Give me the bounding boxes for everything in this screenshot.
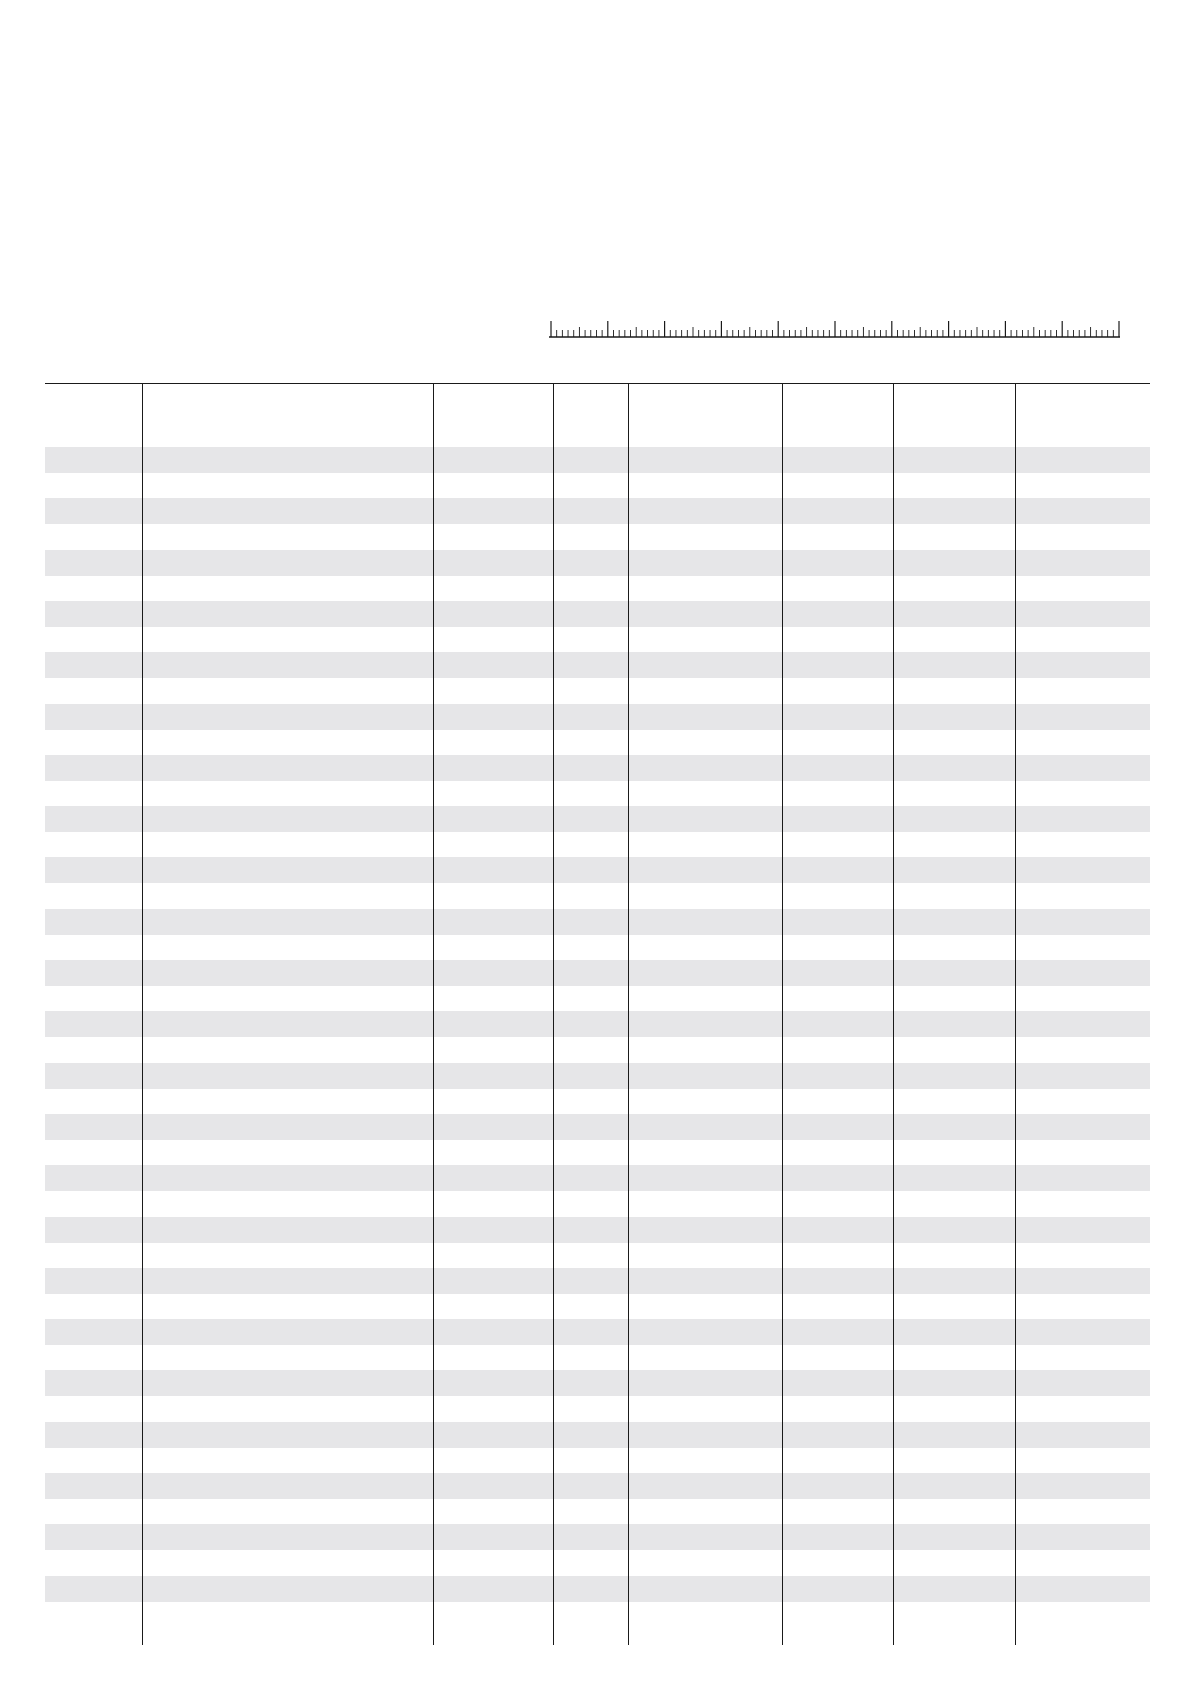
- measurement-scale: [0, 0, 1190, 360]
- table-row-stripe: [45, 652, 1150, 678]
- column-rule: [433, 383, 434, 1645]
- column-header: [437, 384, 549, 446]
- column-header: [786, 384, 889, 446]
- table-row-stripe: [45, 447, 1150, 473]
- ledger-table: [45, 383, 1150, 1645]
- table-row-stripe: [45, 960, 1150, 986]
- table-row-stripe: [45, 1011, 1150, 1037]
- column-header: [49, 384, 138, 446]
- table-row-stripe: [45, 909, 1150, 935]
- table-row-stripe: [45, 1217, 1150, 1243]
- table-row-stripe: [45, 1422, 1150, 1448]
- table-row-stripe: [45, 1524, 1150, 1550]
- table-row-stripe: [45, 1576, 1150, 1602]
- column-rule: [893, 383, 894, 1645]
- table-row-stripe: [45, 806, 1150, 832]
- table-row-stripe: [45, 704, 1150, 730]
- column-header: [632, 384, 778, 446]
- column-rule: [628, 383, 629, 1645]
- column-rule: [1015, 383, 1016, 1645]
- table-row-stripe: [45, 1165, 1150, 1191]
- column-rule: [782, 383, 783, 1645]
- table-row-stripe: [45, 498, 1150, 524]
- table-row-stripe: [45, 601, 1150, 627]
- column-rule: [142, 383, 143, 1645]
- column-header: [897, 384, 1011, 446]
- column-header: [1019, 384, 1146, 446]
- table-row-stripe: [45, 1319, 1150, 1345]
- column-header: [146, 384, 429, 446]
- table-row-stripe: [45, 1268, 1150, 1294]
- column-rule: [553, 383, 554, 1645]
- table-row-stripe: [45, 550, 1150, 576]
- table-row-stripe: [45, 1114, 1150, 1140]
- table-row-stripe: [45, 1473, 1150, 1499]
- table-row-stripe: [45, 857, 1150, 883]
- table-row-stripe: [45, 755, 1150, 781]
- table-row-stripe: [45, 1370, 1150, 1396]
- column-header: [557, 384, 624, 446]
- table-row-stripe: [45, 1063, 1150, 1089]
